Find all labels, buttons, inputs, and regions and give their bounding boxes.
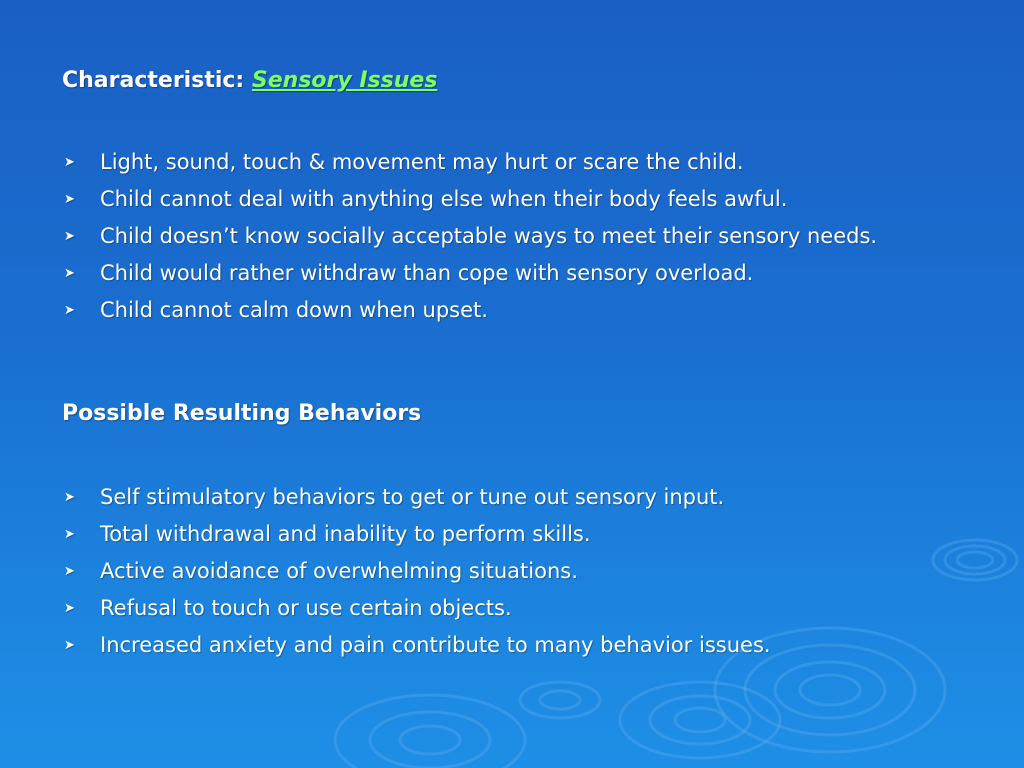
list-item (62, 593, 922, 623)
arrow-bullet-icon: ➤ (64, 192, 75, 207)
section-heading-behaviors: Possible Resulting Behaviors (62, 401, 422, 426)
bullet-text: Child cannot deal with anything else when their body feels awful. (100, 187, 788, 211)
arrow-bullet-icon: ➤ (64, 601, 75, 616)
arrow-bullet-icon: ➤ (64, 638, 75, 653)
arrow-bullet-icon: ➤ (64, 303, 75, 318)
list-item (62, 556, 922, 586)
characteristic-bullet-list (62, 147, 922, 332)
bullet-text: Light, sound, touch & movement may hurt or scare the child. (100, 150, 744, 174)
arrow-bullet-icon: ➤ (64, 155, 75, 170)
arrow-bullet-icon: ➤ (64, 266, 75, 281)
bullet-text: Child would rather withdraw than cope with sensory overload. (100, 261, 754, 285)
list-item (62, 184, 922, 214)
list-item (62, 482, 922, 512)
list-item (62, 221, 922, 251)
list-item (62, 147, 922, 177)
bullet-text: Refusal to touch or use certain objects. (100, 596, 512, 620)
bullet-text: Increased anxiety and pain contribute to many behavior issues. (100, 633, 771, 657)
list-item (62, 295, 922, 325)
arrow-bullet-icon: ➤ (64, 527, 75, 542)
bullet-text: Child cannot calm down when upset. (100, 298, 488, 322)
sensory-issues-link[interactable]: Sensory Issues (251, 68, 438, 93)
section-heading-characteristic (62, 68, 437, 93)
list-item (62, 630, 922, 660)
behaviors-bullet-list (62, 482, 922, 667)
heading-prefix: Characteristic: (62, 68, 245, 93)
list-item (62, 519, 922, 549)
bullet-text: Active avoidance of overwhelming situations. (100, 559, 578, 583)
bullet-text: Child doesn’t know socially acceptable ways to meet their sensory needs. (100, 224, 878, 248)
bullet-text: Total withdrawal and inability to perform skills. (100, 522, 591, 546)
bullet-text: Self stimulatory behaviors to get or tune out sensory input. (100, 485, 725, 509)
arrow-bullet-icon: ➤ (64, 229, 75, 244)
arrow-bullet-icon: ➤ (64, 564, 75, 579)
list-item (62, 258, 922, 288)
arrow-bullet-icon: ➤ (64, 490, 75, 505)
